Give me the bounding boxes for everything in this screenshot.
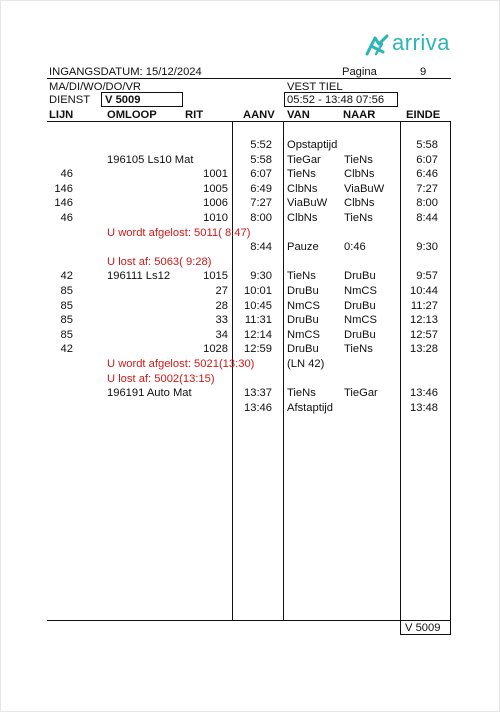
cell-aanv: 11:31 — [244, 314, 272, 327]
cell-einde: 12:13 — [410, 314, 438, 327]
cell-rit: 1010 — [203, 212, 228, 224]
cell-rit: 1005 — [203, 182, 228, 195]
cell-aanv: 13:46 — [244, 401, 272, 414]
arriva-swoosh-icon — [364, 32, 390, 58]
cell-aanv: 5:52 — [250, 139, 272, 151]
arriva-logo — [364, 30, 460, 62]
cell-aanv: 8:44 — [250, 241, 272, 254]
cell-van: NmCS — [287, 328, 320, 341]
cell-van: TieNs — [287, 387, 316, 400]
cell-lijn: 46 — [60, 168, 73, 181]
col-naar: NAAR — [343, 109, 376, 121]
cell-rit: 28 — [215, 299, 228, 312]
pagina-value: 9 — [420, 66, 427, 78]
relief-note: U wordt afgelost: 5021(13:30) — [107, 358, 255, 370]
cell-rit: 34 — [215, 328, 228, 341]
cell-einde: 9:30 — [416, 241, 438, 254]
col-omloop: OMLOOP — [107, 109, 157, 121]
cell-naar: DruBu — [344, 270, 376, 283]
cell-lijn: 146 — [54, 182, 73, 195]
cell-einde: 7:27 — [416, 182, 438, 195]
cell-aanv: 12:59 — [244, 343, 272, 356]
location-label: VEST TIEL — [287, 81, 343, 93]
cell-aanv: 6:49 — [250, 182, 272, 195]
cell-van: (LN 42) — [287, 358, 325, 370]
cell-einde: 12:57 — [410, 328, 438, 341]
cell-naar: DruBu — [344, 299, 376, 312]
cell-aanv: 10:01 — [244, 285, 272, 297]
cell-einde: 8:44 — [416, 212, 438, 224]
ingangsdatum: INGANGSDATUM: 15/12/2024 — [49, 66, 202, 78]
relief-note: U wordt afgelost: 5011( 8:47) — [107, 226, 251, 239]
cell-aanv: 7:27 — [250, 197, 272, 210]
separator-right — [450, 121, 451, 620]
cell-einde: 6:07 — [416, 153, 438, 166]
cell-aanv: 5:58 — [250, 153, 272, 166]
cell-lijn: 146 — [54, 197, 73, 210]
cell-van: DruBu — [287, 314, 319, 327]
cell-naar: TieGar — [344, 387, 378, 400]
separator-einde — [400, 121, 401, 620]
col-lijn: LIJN — [49, 109, 74, 121]
cell-van: ClbNs — [287, 182, 318, 195]
col-einde: EINDE — [406, 109, 441, 121]
cell-naar: NmCS — [344, 285, 377, 297]
cell-van: ClbNs — [287, 212, 318, 224]
cell-van: DruBu — [287, 285, 319, 297]
footer-dienst: V 5009 — [405, 622, 441, 634]
cell-aanv: 10:45 — [244, 299, 272, 312]
cell-naar: TieNs — [344, 343, 373, 356]
footer-rule — [47, 620, 451, 621]
cell-einde: 8:00 — [416, 197, 438, 210]
dienst-value: V 5009 — [105, 94, 141, 106]
cell-einde: 9:57 — [416, 270, 438, 283]
cell-einde: 11:27 — [410, 299, 438, 312]
col-rit: RIT — [185, 109, 204, 121]
cell-van: Opstaptijd — [287, 139, 338, 151]
cell-naar: ClbNs — [344, 197, 375, 210]
cell-aanv: 9:30 — [250, 270, 272, 283]
relief-note: U lost af: 5002(13:15) — [107, 372, 215, 385]
cell-omloop: 196105 Ls10 Mat — [107, 153, 194, 166]
cell-rit: 1028 — [203, 343, 228, 356]
cell-rit: 1015 — [203, 270, 228, 283]
cell-omloop: 196191 Auto Mat — [107, 387, 192, 400]
cell-van: Pauze — [287, 241, 319, 254]
cell-lijn: 42 — [60, 343, 73, 356]
dienst-label: DIENST — [49, 94, 91, 106]
separator-van — [283, 121, 284, 620]
cell-van: TieNs — [287, 270, 316, 283]
cell-van: DruBu — [287, 343, 319, 356]
cell-rit: 27 — [215, 285, 228, 297]
cell-omloop: 196111 Ls12 — [107, 270, 171, 283]
cell-naar: TieNs — [344, 212, 373, 224]
time-range: 05:52 - 13:48 07:56 — [287, 94, 385, 106]
logo-text: arriva — [392, 30, 451, 55]
cell-aanv: 6:07 — [250, 168, 272, 181]
cell-naar: TieNs — [344, 153, 373, 166]
cell-lijn: 85 — [60, 314, 73, 327]
column-header-rule — [47, 121, 451, 122]
cell-naar: 0:46 — [344, 241, 366, 254]
cell-aanv: 8:00 — [250, 212, 272, 224]
cell-einde: 13:48 — [410, 401, 438, 414]
cell-rit: 1006 — [203, 197, 228, 210]
cell-einde: 10:44 — [410, 285, 438, 297]
cell-naar: ClbNs — [344, 168, 375, 181]
relief-note: U lost af: 5063( 9:28) — [107, 255, 212, 268]
cell-lijn: 46 — [60, 212, 73, 224]
cell-van: TieNs — [287, 168, 316, 181]
cell-einde: 6:46 — [416, 168, 438, 181]
cell-lijn: 85 — [60, 328, 73, 341]
cell-van: ViaBuW — [287, 197, 328, 210]
cell-van: Afstaptijd — [287, 401, 334, 414]
cell-aanv: 12:14 — [244, 328, 272, 341]
col-van: VAN — [287, 109, 310, 121]
cell-van: NmCS — [287, 299, 320, 312]
days-label: MA/DI/WO/DO/VR — [49, 81, 141, 93]
cell-naar: NmCS — [344, 314, 377, 327]
pagina-label: Pagina — [342, 66, 377, 78]
cell-rit: 1001 — [203, 168, 228, 181]
cell-lijn: 42 — [60, 270, 73, 283]
cell-einde: 13:28 — [410, 343, 438, 356]
cell-lijn: 85 — [60, 285, 73, 297]
cell-van: TieGar — [287, 153, 321, 166]
separator-aanv — [232, 121, 233, 620]
cell-aanv: 13:37 — [244, 387, 272, 400]
cell-naar: ViaBuW — [344, 182, 385, 195]
cell-lijn: 85 — [60, 299, 73, 312]
header-rule-1 — [47, 78, 451, 79]
cell-einde: 13:46 — [410, 387, 438, 400]
cell-naar: DruBu — [344, 328, 376, 341]
col-aanv: AANV — [243, 109, 275, 121]
cell-rit: 33 — [215, 314, 228, 327]
cell-einde: 5:58 — [416, 139, 438, 151]
